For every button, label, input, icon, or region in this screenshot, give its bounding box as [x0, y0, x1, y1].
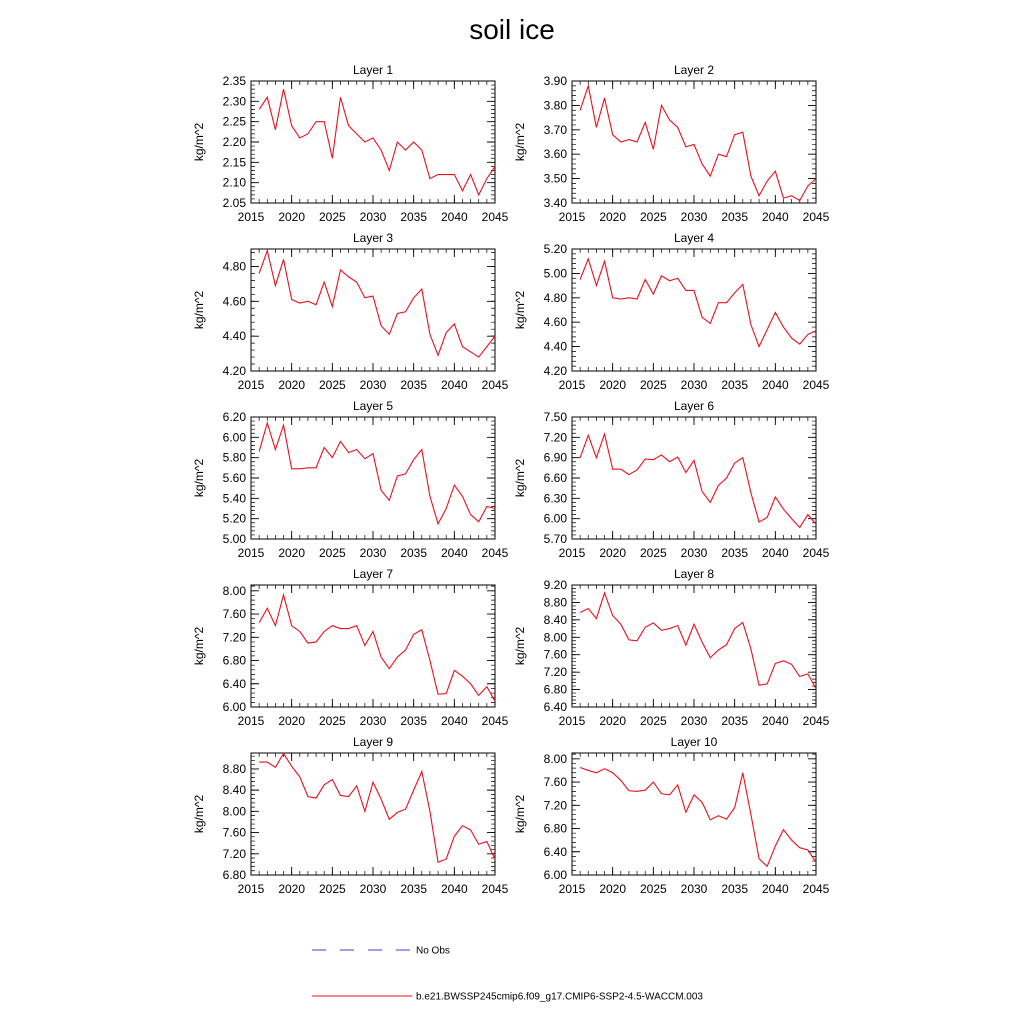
- x-tick-label: 2035: [400, 378, 428, 392]
- y-tick-label: 8.00: [222, 583, 246, 598]
- series-line-layer-7: [259, 595, 495, 701]
- x-tick-label: 2045: [802, 546, 830, 560]
- y-tick-label: 7.20: [543, 665, 567, 680]
- x-tick-label: 2020: [278, 546, 306, 560]
- y-tick-label: 4.80: [222, 259, 246, 274]
- series-line-layer-1: [259, 89, 495, 195]
- y-tick-label: 4.40: [222, 329, 246, 344]
- legend-model-label: b.e21.BWSSP245cmip6.f09_g17.CMIP6-SSP2-4.5-WACCM.003: [416, 991, 703, 1003]
- y-tick-label: 7.60: [543, 775, 567, 790]
- y-tick-label: 6.30: [543, 491, 567, 506]
- plot-frame-4: [572, 249, 816, 371]
- x-tick-label: 2025: [318, 378, 346, 392]
- x-tick-label: 2040: [761, 714, 789, 728]
- x-tick-label: 2035: [400, 882, 428, 896]
- y-axis-label-9: kg/m^2: [192, 794, 206, 834]
- x-tick-label: 2045: [481, 546, 509, 560]
- panel-layer-3: [192, 231, 509, 392]
- y-tick-label: 5.00: [543, 266, 567, 281]
- y-tick-label: 6.80: [222, 653, 246, 668]
- y-tick-label: 7.20: [543, 430, 567, 445]
- x-tick-label: 2030: [680, 546, 708, 560]
- y-tick-label: 6.40: [222, 676, 246, 691]
- y-tick-label: 4.60: [543, 315, 567, 330]
- x-tick-label: 2030: [359, 378, 387, 392]
- y-tick-label: 4.20: [222, 364, 246, 378]
- y-tick-label: 8.00: [222, 804, 246, 819]
- y-tick-label: 2.20: [222, 135, 246, 149]
- series-line-layer-4: [580, 259, 816, 347]
- plot-frame-1: [251, 81, 495, 203]
- y-axis-label-7: kg/m^2: [192, 626, 206, 666]
- y-axis-label-6: kg/m^2: [513, 458, 527, 498]
- x-tick-label: 2045: [802, 882, 830, 896]
- panel-title-9: Layer 9: [352, 735, 394, 749]
- x-tick-label: 2030: [359, 210, 387, 224]
- y-tick-label: 7.20: [543, 798, 567, 813]
- series-line-layer-3: [259, 251, 495, 357]
- x-tick-label: 2030: [680, 210, 708, 224]
- x-tick-label: 2040: [440, 882, 468, 896]
- minor-ticks-1: [251, 81, 495, 203]
- minor-ticks-3: [251, 249, 495, 371]
- x-tick-label: 2015: [237, 546, 265, 560]
- panel-title-3: Layer 3: [352, 231, 394, 245]
- y-tick-label: 6.00: [222, 430, 246, 445]
- y-tick-label: 9.20: [543, 578, 567, 592]
- minor-ticks-6: [572, 417, 816, 539]
- x-tick-label: 2015: [237, 714, 265, 728]
- x-tick-label: 2020: [278, 378, 306, 392]
- x-tick-label: 2020: [599, 714, 627, 728]
- minor-ticks-7: [251, 585, 495, 707]
- y-tick-label: 8.80: [543, 595, 567, 610]
- y-tick-label: 5.70: [543, 532, 567, 546]
- panel-layer-4: [513, 231, 830, 392]
- y-tick-label: 6.60: [543, 471, 567, 485]
- plot-frame-9: [251, 753, 495, 875]
- x-tick-label: 2045: [481, 882, 509, 896]
- y-tick-label: 6.00: [222, 700, 246, 714]
- y-tick-label: 5.40: [222, 491, 246, 506]
- y-tick-label: 5.80: [222, 450, 246, 465]
- x-tick-label: 2045: [802, 378, 830, 392]
- panel-layer-9: [192, 735, 509, 896]
- y-tick-label: 5.20: [543, 242, 567, 256]
- figure-title: soil ice: [469, 14, 555, 45]
- y-tick-label: 5.00: [222, 532, 246, 546]
- y-tick-label: 6.00: [543, 868, 567, 882]
- y-axis-label-3: kg/m^2: [192, 290, 206, 330]
- plot-frame-7: [251, 585, 495, 707]
- x-tick-label: 2030: [680, 378, 708, 392]
- x-tick-label: 2045: [481, 210, 509, 224]
- x-tick-label: 2025: [318, 714, 346, 728]
- y-tick-label: 7.60: [543, 647, 567, 662]
- panel-layer-6: [513, 399, 830, 560]
- y-axis-label-8: kg/m^2: [513, 626, 527, 666]
- panel-title-2: Layer 2: [673, 63, 715, 77]
- panel-title-5: Layer 5: [352, 399, 394, 413]
- panel-layer-10: [513, 735, 830, 896]
- x-tick-label: 2015: [558, 210, 586, 224]
- x-tick-label: 2030: [680, 714, 708, 728]
- x-tick-label: 2030: [359, 546, 387, 560]
- x-tick-label: 2025: [318, 882, 346, 896]
- x-tick-label: 2040: [761, 378, 789, 392]
- y-tick-label: 7.50: [543, 410, 567, 424]
- panel-layer-1: [192, 63, 509, 224]
- series-line-layer-2: [580, 86, 816, 201]
- y-tick-label: 6.80: [543, 821, 567, 836]
- x-tick-label: 2045: [481, 714, 509, 728]
- x-tick-label: 2015: [558, 546, 586, 560]
- x-tick-label: 2015: [558, 882, 586, 896]
- minor-ticks-4: [572, 249, 816, 371]
- chart-panels: [192, 63, 830, 896]
- x-tick-label: 2040: [761, 882, 789, 896]
- x-tick-label: 2020: [278, 714, 306, 728]
- x-tick-label: 2045: [481, 378, 509, 392]
- y-tick-label: 7.20: [222, 630, 246, 645]
- panel-title-6: Layer 6: [673, 399, 715, 413]
- x-tick-label: 2025: [318, 210, 346, 224]
- y-tick-label: 6.40: [543, 700, 567, 714]
- y-tick-label: 4.40: [543, 339, 567, 354]
- y-tick-label: 2.25: [222, 114, 246, 129]
- x-tick-label: 2040: [440, 546, 468, 560]
- x-tick-label: 2020: [278, 882, 306, 896]
- y-tick-label: 6.80: [543, 682, 567, 697]
- y-tick-label: 3.80: [543, 98, 567, 113]
- y-axis-label-10: kg/m^2: [513, 794, 527, 834]
- x-tick-label: 2025: [639, 378, 667, 392]
- y-tick-label: 5.20: [222, 511, 246, 526]
- panel-layer-8: [513, 567, 830, 728]
- panel-layer-7: [192, 567, 509, 728]
- y-tick-label: 3.90: [543, 74, 567, 88]
- x-tick-label: 2025: [639, 882, 667, 896]
- y-tick-label: 4.20: [543, 364, 567, 378]
- panel-title-4: Layer 4: [673, 231, 715, 245]
- x-tick-label: 2015: [237, 210, 265, 224]
- panel-title-1: Layer 1: [352, 63, 394, 77]
- panel-title-8: Layer 8: [673, 567, 715, 581]
- x-tick-label: 2035: [721, 546, 749, 560]
- x-tick-label: 2030: [680, 882, 708, 896]
- y-tick-label: 8.40: [222, 783, 246, 798]
- y-tick-label: 6.90: [543, 450, 567, 465]
- plot-frame-6: [572, 417, 816, 539]
- x-tick-label: 2035: [400, 546, 428, 560]
- y-tick-label: 3.40: [543, 196, 567, 210]
- x-tick-label: 2045: [802, 714, 830, 728]
- x-tick-label: 2020: [599, 882, 627, 896]
- x-tick-label: 2025: [639, 714, 667, 728]
- x-tick-label: 2035: [721, 714, 749, 728]
- x-tick-label: 2020: [599, 378, 627, 392]
- y-tick-label: 3.70: [543, 122, 567, 137]
- plot-frame-5: [251, 417, 495, 539]
- y-tick-label: 2.10: [222, 175, 246, 190]
- y-tick-label: 2.30: [222, 94, 246, 109]
- y-tick-label: 2.05: [222, 196, 246, 210]
- minor-ticks-5: [251, 417, 495, 539]
- y-tick-label: 8.40: [543, 612, 567, 627]
- y-tick-label: 2.35: [222, 74, 246, 88]
- x-tick-label: 2020: [599, 210, 627, 224]
- plot-frame-3: [251, 249, 495, 371]
- series-line-layer-9: [259, 754, 495, 863]
- x-tick-label: 2035: [721, 882, 749, 896]
- y-tick-label: 8.00: [543, 630, 567, 645]
- x-tick-label: 2040: [440, 378, 468, 392]
- y-tick-label: 8.00: [543, 751, 567, 766]
- panel-title-10: Layer 10: [670, 735, 718, 749]
- y-axis-label-4: kg/m^2: [513, 290, 527, 330]
- y-tick-label: 7.20: [222, 846, 246, 861]
- y-tick-label: 4.60: [222, 294, 246, 309]
- x-tick-label: 2025: [318, 546, 346, 560]
- y-tick-label: 5.60: [222, 471, 246, 485]
- series-line-layer-5: [259, 423, 495, 524]
- y-axis-label-5: kg/m^2: [192, 458, 206, 498]
- x-tick-label: 2040: [440, 714, 468, 728]
- panel-layer-5: [192, 399, 509, 560]
- y-tick-label: 7.60: [222, 607, 246, 622]
- y-tick-label: 3.50: [543, 171, 567, 186]
- y-tick-label: 6.40: [543, 844, 567, 859]
- x-tick-label: 2030: [359, 882, 387, 896]
- x-tick-label: 2015: [237, 378, 265, 392]
- y-tick-label: 7.60: [222, 825, 246, 840]
- x-tick-label: 2015: [237, 882, 265, 896]
- x-tick-label: 2040: [761, 210, 789, 224]
- legend: [312, 946, 703, 1003]
- y-tick-label: 6.00: [543, 511, 567, 526]
- x-tick-label: 2015: [558, 378, 586, 392]
- y-tick-label: 2.15: [222, 155, 246, 170]
- legend-obs-label: No Obs: [416, 945, 450, 957]
- x-tick-label: 2045: [802, 210, 830, 224]
- x-tick-label: 2025: [639, 210, 667, 224]
- y-tick-label: 3.60: [543, 147, 567, 162]
- x-tick-label: 2040: [440, 210, 468, 224]
- y-axis-label-2: kg/m^2: [513, 122, 527, 162]
- y-tick-label: 4.80: [543, 290, 567, 305]
- x-tick-label: 2030: [359, 714, 387, 728]
- y-tick-label: 6.20: [222, 410, 246, 424]
- y-axis-label-1: kg/m^2: [192, 122, 206, 162]
- x-tick-label: 2020: [599, 546, 627, 560]
- series-line-layer-8: [580, 593, 816, 689]
- panel-title-7: Layer 7: [352, 567, 394, 581]
- x-tick-label: 2020: [278, 210, 306, 224]
- minor-ticks-9: [251, 753, 495, 875]
- x-tick-label: 2015: [558, 714, 586, 728]
- x-tick-label: 2035: [400, 210, 428, 224]
- y-tick-label: 6.80: [222, 868, 246, 882]
- x-tick-label: 2025: [639, 546, 667, 560]
- x-tick-label: 2035: [400, 714, 428, 728]
- x-tick-label: 2035: [721, 210, 749, 224]
- series-line-layer-6: [580, 434, 816, 528]
- series-line-layer-10: [580, 768, 816, 867]
- y-tick-label: 8.80: [222, 761, 246, 776]
- x-tick-label: 2040: [761, 546, 789, 560]
- panel-layer-2: [513, 63, 830, 224]
- x-tick-label: 2035: [721, 378, 749, 392]
